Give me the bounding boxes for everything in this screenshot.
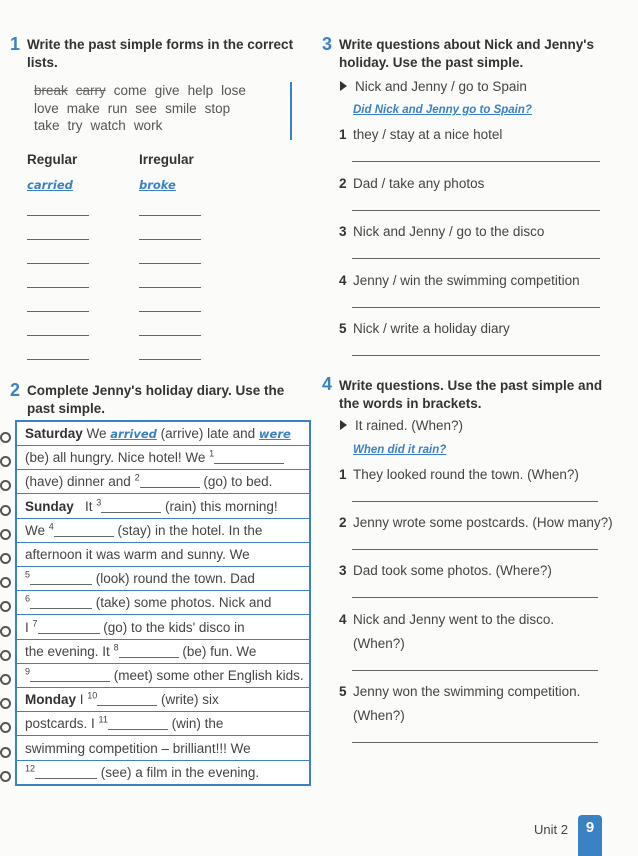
irregular-heading: Irregular [139,152,194,167]
binder-ring-icon [0,432,11,443]
word-box-word: take [34,118,60,133]
diary-text: (take) some photos. Nick and [92,595,272,611]
exercise-2-title-line1: Complete Jenny's holiday diary. Use the [27,383,285,398]
word-box-word: smile [165,100,197,116]
diary-line [17,470,309,494]
question-number: 5 [339,684,347,699]
diary-text: (have) dinner and [25,474,135,490]
question-number: 3 [339,224,347,239]
exercise-4-example-prompt [340,418,463,433]
exercise-1-title-line2: lists. [27,55,58,70]
question-prompt: Nick / write a holiday diary [353,321,510,336]
exercise-4-example-answer: When did it rain? [353,444,447,456]
diary-text: (be) fun. We [178,643,257,659]
binder-ring-icon [0,480,11,491]
diary-gap-blank[interactable] [101,499,161,513]
example-prompt-text: Nick and Jenny / go to Spain [355,79,527,94]
page-number-badge: 9 [578,815,602,841]
word-box-word: love [34,100,59,116]
exercise-4-question-continued: (When?) [353,708,405,723]
diary-line [17,495,309,519]
diary-text: (write) six [157,692,219,708]
answer-blank-line[interactable] [27,263,89,264]
gap-number: 6 [25,593,31,604]
diary-line [17,519,309,543]
answer-blank-line[interactable] [352,307,600,308]
answer-blank-line[interactable] [27,359,89,360]
answer-blank-line[interactable] [352,597,598,598]
question-prompt: Nick and Jenny / go to the disco [353,224,545,239]
question-number: 2 [339,515,347,530]
binder-ring-icon [0,529,11,540]
binder-ring-icon [0,505,11,516]
binder-ring-icon [0,698,11,709]
answer-blank-line[interactable] [27,215,89,216]
diary-text: postcards. I [25,716,99,732]
diary-line [17,567,309,591]
answer-blank-line[interactable] [27,239,89,240]
regular-example-answer: carried [27,178,73,192]
diary-gap-blank[interactable] [35,765,97,779]
exercise-3-question [339,224,544,239]
gap-number: 10 [87,690,98,701]
diary-example-answer: were [258,427,291,441]
binder-ring-icon [0,674,11,685]
word-box-word: stop [204,100,231,116]
word-box-word: break [34,83,68,98]
diary-day-label: Sunday [25,498,74,514]
binder-ring-icon [0,626,11,637]
diary-text: We [25,522,49,538]
word-box-word: try [67,118,83,133]
question-prompt: Jenny wrote some postcards. (How many?) [353,515,613,530]
answer-blank-line[interactable] [352,549,598,550]
page-badge-tab [578,840,602,856]
play-arrow-icon [340,81,347,91]
question-number: 1 [339,467,347,482]
word-box-word: help [187,83,214,98]
exercise-1-title [27,36,293,72]
word-box-row [28,117,290,135]
diary-line [17,543,309,567]
answer-blank-line[interactable] [352,742,598,743]
diary-line [17,737,309,761]
answer-blank-line[interactable] [27,287,89,288]
diary-line [17,712,309,736]
diary-gap-blank[interactable] [214,450,284,464]
answer-blank-line[interactable] [139,215,201,216]
answer-blank-line[interactable] [139,359,201,360]
answer-blank-line[interactable] [352,258,600,259]
diary-line [17,591,309,615]
exercise-4-question [339,467,579,482]
exercise-4-number: 4 [322,374,333,394]
diary-text: (arrive) late and [156,426,259,441]
exercise-4-question [339,515,613,530]
diary-day-label: Monday [25,692,77,708]
gap-number: 8 [113,642,119,653]
exercise-3-title [339,36,594,72]
diary-text: (meet) some other English kids. [110,668,304,683]
diary-text: I [25,619,33,635]
diary-gap-blank[interactable] [30,668,110,682]
diary-gap-blank[interactable] [30,571,92,585]
holiday-diary [15,420,311,786]
exercise-3-question [339,176,484,191]
word-box-word: see [135,100,158,116]
answer-blank-line[interactable] [139,263,201,264]
word-box [28,82,292,140]
gap-number: 7 [32,618,38,629]
answer-blank-line[interactable] [352,210,600,211]
question-number: 2 [339,175,347,191]
answer-blank-line[interactable] [139,335,201,336]
diary-line [17,664,309,688]
binder-ring-icon [0,722,11,733]
answer-blank-line[interactable] [352,161,600,162]
word-box-row [28,100,290,118]
exercise-3-title-line1: Write questions about Nick and Jenny's [339,37,595,52]
diary-line [17,616,309,640]
question-prompt: Nick and Jenny went to the disco. [353,612,555,627]
gap-number: 12 [25,763,36,774]
diary-gap-blank[interactable] [108,716,168,730]
word-box-word: run [107,100,128,116]
word-box-word: work [133,118,163,133]
diary-gap-blank[interactable] [30,595,92,609]
answer-blank-line[interactable] [27,311,89,312]
diary-line [17,446,309,470]
answer-blank-line[interactable] [352,670,598,671]
diary-line [17,761,309,785]
exercise-3-example-prompt [340,79,527,94]
diary-text: (stay) in the hotel. In the [113,522,263,538]
diary-gap-blank[interactable] [54,523,114,537]
answer-blank-line[interactable] [139,287,201,288]
question-number: 4 [339,612,347,627]
question-prompt: Dad took some photos. (Where?) [353,563,552,578]
question-prompt: They looked round the town. (When?) [353,467,579,482]
exercise-3-question [339,321,510,336]
word-box-word: watch [90,118,126,133]
exercise-4-question [339,612,554,627]
diary-gap-blank[interactable] [97,692,157,706]
question-prompt: Dad / take any photos [353,175,485,191]
word-box-word: make [66,100,100,116]
binder-ring-icon [0,456,11,467]
exercise-4-question [339,684,580,699]
question-prompt: Jenny / win the swimming competition [353,272,580,288]
regular-heading: Regular [27,152,78,167]
binder-ring-icon [0,747,11,758]
gap-number: 2 [134,472,140,483]
binder-ring-icon [0,553,11,564]
exercise-3-title-line2: holiday. Use the past simple. [339,55,524,70]
diary-text: (go) to the kids' disco in [99,619,245,635]
exercise-3-example-answer: Did Nick and Jenny go to Spain? [353,104,532,116]
exercise-4-title [339,377,602,413]
answer-blank-line[interactable] [352,355,600,356]
diary-text: I [76,692,88,708]
binder-ring-icon [0,601,11,612]
diary-text: (rain) this morning! [161,498,278,514]
gap-number: 11 [98,714,108,725]
gap-number: 9 [25,666,31,677]
play-arrow-icon [340,420,347,430]
diary-text: (be) all hungry. Nice hotel! We [25,450,210,466]
exercise-3-question [339,127,502,142]
exercise-2-number: 2 [10,380,21,400]
exercise-3-question [339,273,580,288]
unit-label: Unit 2 [534,822,568,837]
diary-text: afternoon it was warm and sunny. We [25,547,250,562]
example-prompt-text: It rained. (When?) [355,418,464,433]
diary-line [17,688,309,712]
word-box-word: carry [75,83,106,98]
diary-text: (see) a film in the evening. [97,764,260,780]
binder-ring-icon [0,650,11,661]
gap-number: 3 [96,497,102,508]
diary-text: (win) the [167,716,224,732]
question-prompt: they / stay at a nice hotel [353,127,503,142]
binder-ring-icon [0,577,11,588]
exercise-4-question-continued: (When?) [353,636,405,651]
word-box-word: lose [221,83,246,98]
exercise-4-title-line2: the words in brackets. [339,396,482,411]
diary-text: We [82,426,111,441]
exercise-1-number: 1 [10,34,21,54]
answer-blank-line[interactable] [352,501,598,502]
word-box-word: come [113,83,147,98]
exercise-2-title-line2: past simple. [27,401,106,416]
question-prompt: Jenny won the swimming competition. [353,684,581,699]
question-number: 1 [339,127,347,142]
exercise-4-title-line1: Write questions. Use the past simple and [339,378,603,393]
diary-text: (go) to bed. [199,474,273,490]
gap-number: 5 [25,569,31,580]
exercise-1-title-line1: Write the past simple forms in the correct [27,37,294,52]
question-number: 3 [339,563,347,578]
diary-gap-blank[interactable] [38,620,100,634]
diary-example-answer: arrived [110,427,157,441]
word-box-word: give [154,83,180,98]
diary-text: the evening. It [25,643,114,659]
diary-line [17,422,309,446]
diary-line [17,640,309,664]
exercise-2-title [27,382,284,418]
answer-blank-line[interactable] [139,311,201,312]
diary-gap-blank[interactable] [140,474,200,488]
diary-text: It [73,498,97,514]
diary-gap-blank[interactable] [119,644,179,658]
binder-ring-icon [0,771,11,782]
question-number: 5 [339,321,347,336]
answer-blank-line[interactable] [139,239,201,240]
answer-blank-line[interactable] [27,335,89,336]
irregular-example-answer: broke [139,178,176,192]
exercise-3-number: 3 [322,34,333,54]
diary-text: (look) round the town. Dad [92,571,255,587]
diary-day-label: Saturday [25,426,83,441]
diary-text: swimming competition – brilliant!!! We [25,740,251,756]
exercise-4-question [339,563,552,578]
word-box-row [28,82,290,100]
gap-number: 4 [48,521,54,532]
question-number: 4 [339,272,347,288]
gap-number: 1 [209,448,215,459]
